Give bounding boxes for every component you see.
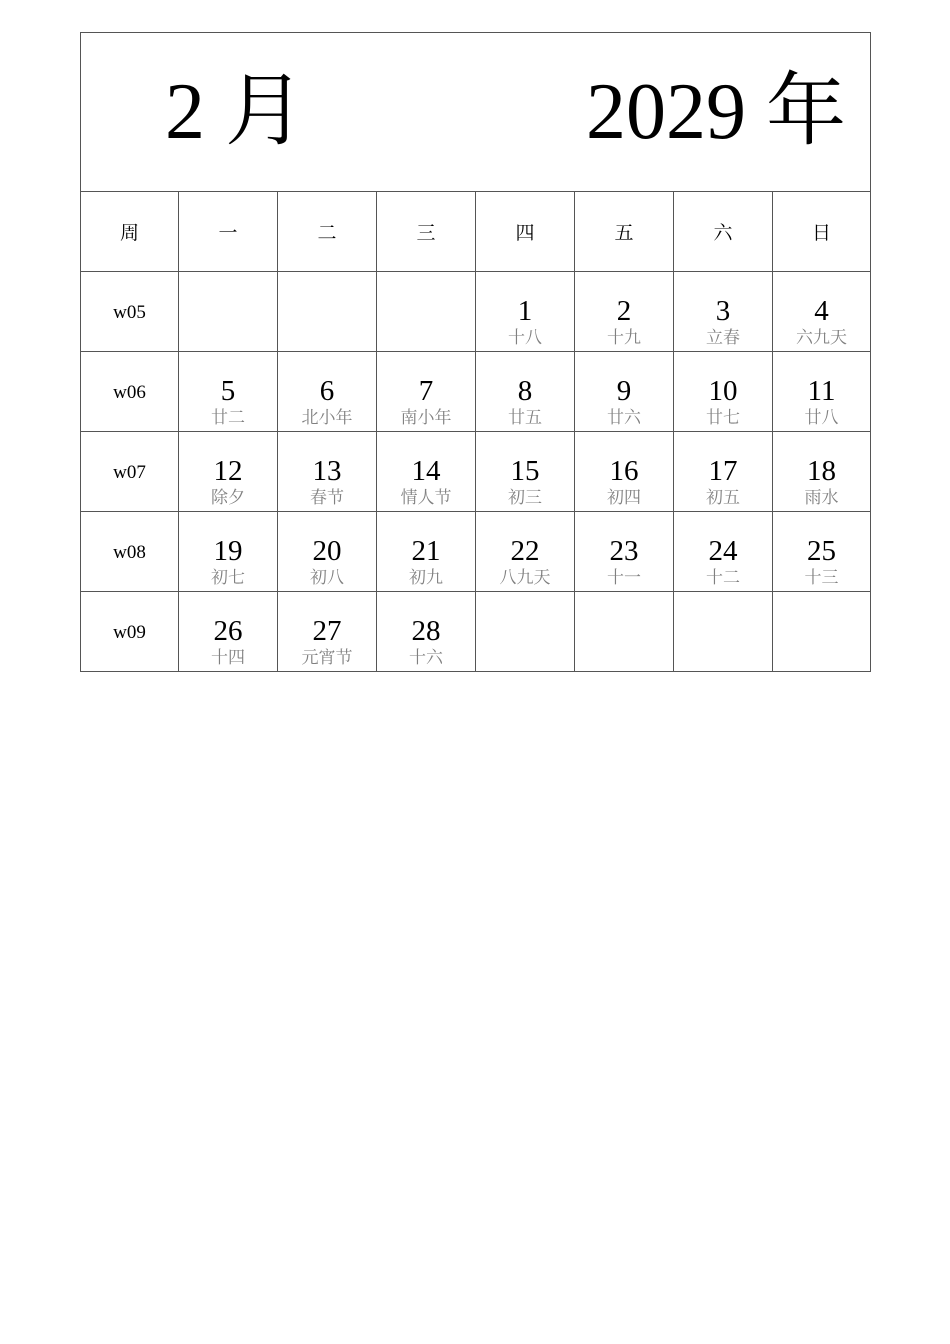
lunar-date: 十九 bbox=[607, 328, 641, 348]
day-cell bbox=[476, 272, 575, 352]
day-cell bbox=[674, 512, 773, 592]
week-number: w08 bbox=[81, 512, 179, 592]
day-number: 27 bbox=[312, 615, 342, 647]
day-cell bbox=[773, 272, 871, 352]
day-cell bbox=[377, 592, 476, 672]
day-cell bbox=[377, 512, 476, 592]
lunar-date: 十四 bbox=[211, 648, 245, 668]
lunar-date: 元宵节 bbox=[301, 648, 353, 668]
year-title: 2029 年 bbox=[586, 68, 846, 156]
lunar-date: 廿五 bbox=[508, 408, 542, 428]
empty-day-cell bbox=[773, 592, 871, 672]
lunar-date: 初七 bbox=[211, 568, 245, 588]
day-cell bbox=[278, 432, 377, 512]
week-number: w09 bbox=[81, 592, 179, 672]
lunar-date: 廿二 bbox=[211, 408, 245, 428]
week-row bbox=[81, 272, 871, 352]
lunar-date: 六九天 bbox=[796, 328, 847, 348]
weekday-header-row bbox=[81, 192, 871, 272]
day-cell bbox=[674, 352, 773, 432]
empty-day-cell bbox=[377, 272, 476, 352]
day-number: 17 bbox=[708, 455, 738, 487]
day-number: 11 bbox=[807, 375, 836, 407]
day-cell bbox=[575, 512, 674, 592]
lunar-date: 春节 bbox=[310, 488, 344, 508]
day-cell bbox=[773, 352, 871, 432]
title-row bbox=[81, 33, 871, 192]
lunar-date: 初九 bbox=[409, 568, 443, 588]
month-title: 2 月 bbox=[165, 68, 305, 156]
day-cell bbox=[377, 352, 476, 432]
day-number: 4 bbox=[814, 295, 829, 327]
week-column-header: 周 bbox=[81, 192, 179, 272]
day-number: 6 bbox=[319, 375, 335, 407]
day-cell bbox=[377, 432, 476, 512]
empty-day-cell bbox=[674, 592, 773, 672]
day-number: 26 bbox=[213, 615, 243, 647]
day-number: 25 bbox=[807, 535, 836, 567]
day-number: 10 bbox=[708, 375, 738, 407]
lunar-date: 除夕 bbox=[211, 488, 245, 508]
day-number: 12 bbox=[213, 455, 243, 487]
day-cell bbox=[278, 512, 377, 592]
lunar-date: 廿六 bbox=[607, 408, 641, 428]
lunar-date: 初四 bbox=[607, 488, 641, 508]
week-row bbox=[81, 592, 871, 672]
day-number: 7 bbox=[418, 375, 434, 407]
empty-day-cell bbox=[476, 592, 575, 672]
week-row bbox=[81, 512, 871, 592]
day-cell bbox=[278, 352, 377, 432]
day-cell bbox=[179, 352, 278, 432]
lunar-date: 南小年 bbox=[400, 408, 452, 428]
day-cell bbox=[575, 272, 674, 352]
day-number: 23 bbox=[609, 535, 639, 567]
day-cell bbox=[773, 512, 871, 592]
day-cell bbox=[476, 352, 575, 432]
lunar-date: 十三 bbox=[804, 568, 839, 588]
empty-day-cell bbox=[278, 272, 377, 352]
day-number: 3 bbox=[715, 295, 731, 327]
lunar-date: 廿八 bbox=[804, 408, 839, 428]
weekday-header-wed: 三 bbox=[377, 192, 476, 272]
day-cell bbox=[179, 432, 278, 512]
week-row bbox=[81, 352, 871, 432]
day-number: 21 bbox=[411, 535, 441, 567]
lunar-date: 雨水 bbox=[804, 488, 839, 508]
calendar-table bbox=[80, 32, 871, 672]
day-number: 14 bbox=[411, 455, 441, 487]
lunar-date: 十二 bbox=[706, 568, 740, 588]
day-cell bbox=[773, 432, 871, 512]
week-number: w06 bbox=[81, 352, 179, 432]
day-number: 28 bbox=[411, 615, 441, 647]
weekday-header-thu: 四 bbox=[476, 192, 575, 272]
day-number: 9 bbox=[616, 375, 632, 407]
lunar-date: 十一 bbox=[607, 568, 641, 588]
weekday-header-fri: 五 bbox=[575, 192, 674, 272]
lunar-date: 北小年 bbox=[301, 408, 353, 428]
lunar-date: 立春 bbox=[706, 328, 740, 348]
day-number: 13 bbox=[312, 455, 342, 487]
day-cell bbox=[575, 432, 674, 512]
lunar-date: 八九天 bbox=[499, 568, 551, 588]
weekday-header-tue: 二 bbox=[278, 192, 377, 272]
weekday-header-sat: 六 bbox=[674, 192, 773, 272]
day-cell bbox=[179, 592, 278, 672]
week-number: w07 bbox=[81, 432, 179, 512]
day-cell bbox=[278, 592, 377, 672]
lunar-date: 初五 bbox=[706, 488, 740, 508]
day-number: 8 bbox=[517, 375, 533, 407]
day-number: 2 bbox=[616, 295, 632, 327]
calendar-title bbox=[81, 33, 871, 192]
day-cell bbox=[575, 352, 674, 432]
day-number: 18 bbox=[807, 455, 836, 487]
empty-day-cell bbox=[179, 272, 278, 352]
lunar-date: 廿七 bbox=[706, 408, 740, 428]
empty-day-cell bbox=[575, 592, 674, 672]
lunar-date: 初三 bbox=[508, 488, 542, 508]
day-number: 15 bbox=[510, 455, 540, 487]
lunar-date: 情人节 bbox=[400, 488, 452, 508]
calendar-weeks bbox=[81, 272, 871, 672]
week-row bbox=[81, 432, 871, 512]
weekday-header-sun: 日 bbox=[773, 192, 871, 272]
week-number: w05 bbox=[81, 272, 179, 352]
day-number: 5 bbox=[220, 375, 236, 407]
lunar-date: 十八 bbox=[508, 328, 542, 348]
day-cell bbox=[674, 432, 773, 512]
weekday-header-mon: 一 bbox=[179, 192, 278, 272]
day-number: 19 bbox=[213, 535, 243, 567]
day-cell bbox=[674, 272, 773, 352]
day-number: 16 bbox=[609, 455, 639, 487]
day-number: 1 bbox=[517, 295, 533, 327]
day-number: 22 bbox=[510, 535, 540, 567]
lunar-date: 十六 bbox=[409, 648, 443, 668]
day-cell bbox=[476, 432, 575, 512]
lunar-date: 初八 bbox=[310, 568, 344, 588]
day-number: 24 bbox=[708, 535, 738, 567]
day-cell bbox=[179, 512, 278, 592]
day-cell bbox=[476, 512, 575, 592]
day-number: 20 bbox=[312, 535, 342, 567]
